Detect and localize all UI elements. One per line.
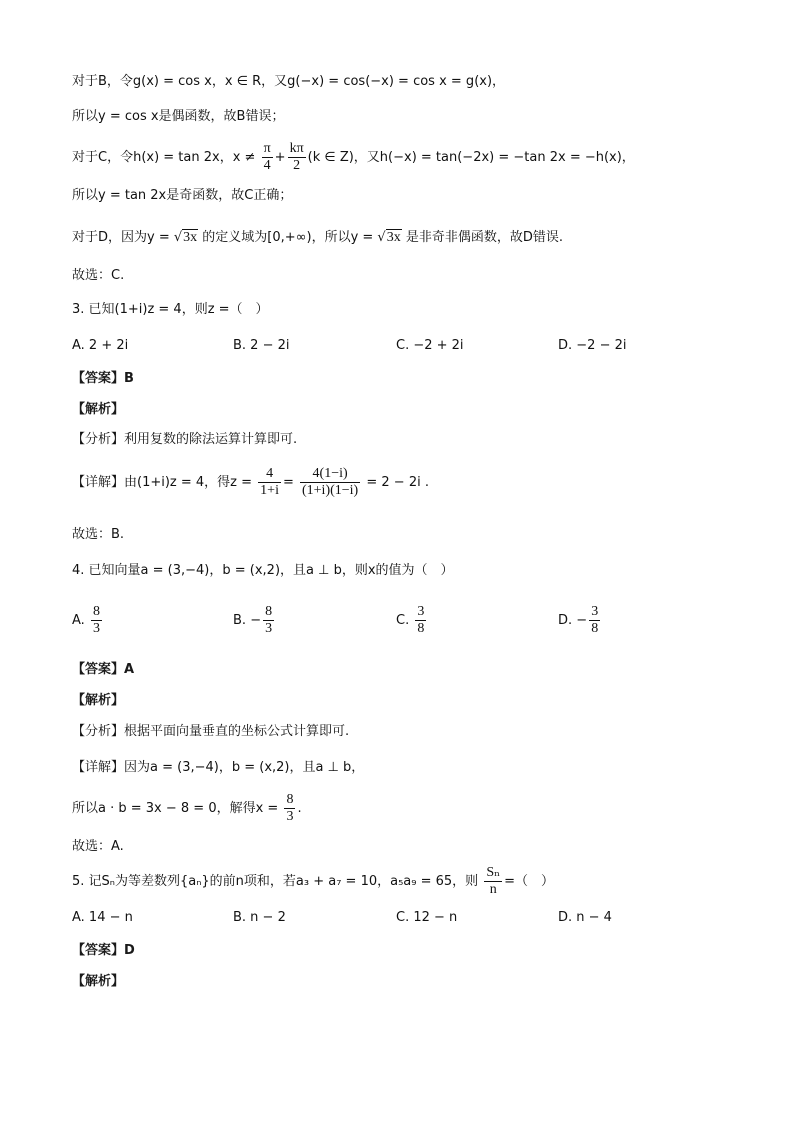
fraction: $\frac{\pi}{4}$	[263, 141, 271, 173]
analysis-label: 【解析】	[72, 693, 125, 708]
option-a: A. $\frac{8}{3}$	[72, 604, 100, 636]
text-line: 故选：A.	[72, 839, 124, 854]
option-b: B. n − 2	[233, 910, 286, 925]
question-4: 4. 已知向量a = (3,−4)，b = (x,2)，且a ⊥ b，则x的值为（ ）	[72, 563, 454, 578]
option-c: C. −2 + 2i	[396, 338, 464, 353]
text-line: 【分析】利用复数的除法运算计算即可.	[72, 432, 298, 447]
option-a: A. 14 − n	[72, 910, 133, 925]
fraction: $\frac{k\pi}{2}$	[289, 141, 304, 173]
question-5: 5. 记Sₙ为等差数列{aₙ}的前n项和，若a₃ + a₇ = 10，a₅a₉ = 65，则 $\frac{\text{Sₙ}}{n}$ =（ ）	[72, 865, 555, 897]
fraction: $\frac{4(1-i)}{(1+i)(1-i)}$	[302, 466, 359, 498]
text-line: 【详解】由(1+i)z = 4，得z = $\frac{4}{1+i}$ = $\frac{4(1-i)}{(1+i)(1-i)}$ = 2 − 2i .	[72, 466, 429, 498]
answer-label: 【答案】A	[72, 662, 135, 677]
option-c: C. 12 − n	[396, 910, 458, 925]
fraction: $\frac{\text{Sₙ}}{n}$	[486, 865, 501, 897]
text-line: 对于D，因为y = √3x 的定义域为[0,+∞)，所以y = √3x 是非奇非偶函数，故D错误.	[72, 230, 564, 245]
option-d: D. − $\frac{3}{8}$	[558, 604, 599, 636]
option-b: B. − $\frac{8}{3}$	[233, 604, 273, 636]
answer-label: 【答案】D	[72, 943, 135, 958]
analysis-label: 【解析】	[72, 974, 125, 989]
option-a: A. 2 + 2i	[72, 338, 129, 353]
question-3: 3. 已知(1+i)z = 4，则z =（ ）	[72, 302, 269, 317]
text-line: 所以y = cos x是偶函数，故B错误；	[72, 109, 285, 124]
fraction: $\frac{8}{3}$	[286, 792, 294, 824]
text-line: 【分析】根据平面向量垂直的坐标公式计算即可.	[72, 724, 350, 739]
fraction: $\frac{4}{1+i}$	[260, 466, 279, 498]
text-line: 对于B，令g(x) = cos x，x ∈ R，又g(−x) = cos(−x) = cos x = g(x)，	[72, 74, 506, 89]
text-line: 故选：C.	[72, 268, 125, 283]
option-b: B. 2 − 2i	[233, 338, 290, 353]
option-d: D. −2 − 2i	[558, 338, 627, 353]
text-line: 【详解】因为a = (3,−4)，b = (x,2)，且a ⊥ b，	[72, 760, 365, 775]
text-line: 对于C，令h(x) = tan 2x，x ≠ $\frac{\pi}{4}$ + $\frac{k\pi}{2}$ (k ∈ Z)，又h(−x) = tan(−2x) = −tan 2x = −h(x)，	[72, 141, 635, 173]
text-line: 所以a · b = 3x − 8 = 0，解得x = $\frac{8}{3}$ .	[72, 792, 302, 824]
text-line: 所以y = tan 2x是奇函数，故C正确；	[72, 188, 293, 203]
option-d: D. n − 4	[558, 910, 612, 925]
option-c: C. $\frac{3}{8}$	[396, 604, 425, 636]
text-line: 故选：B.	[72, 527, 125, 542]
answer-label: 【答案】B	[72, 371, 134, 386]
analysis-label: 【解析】	[72, 402, 125, 417]
